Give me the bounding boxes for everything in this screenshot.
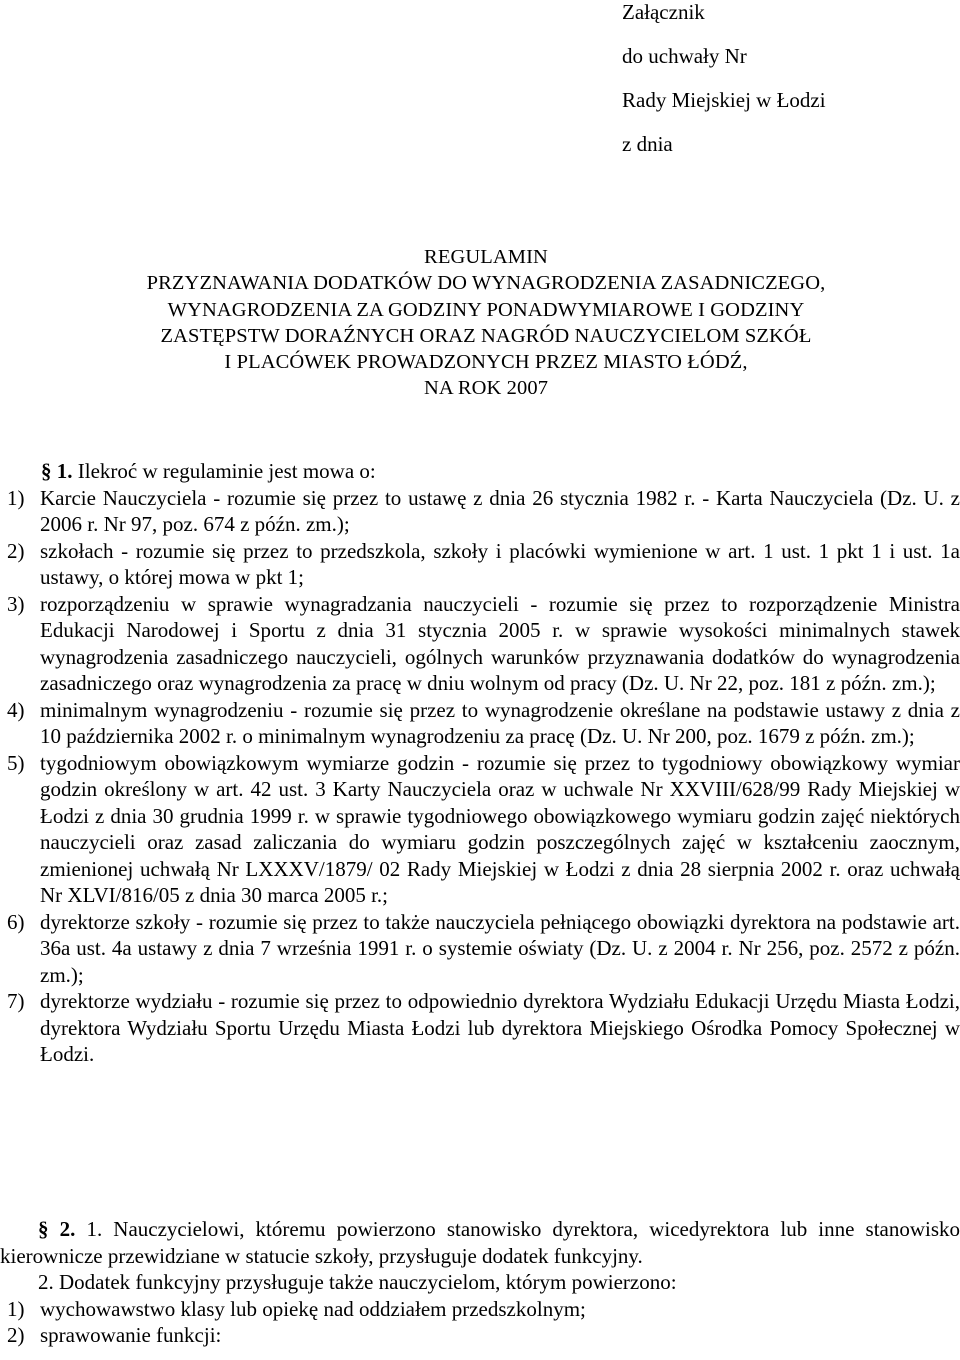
item-number: 7) (7, 989, 25, 1013)
definition-item (0, 697, 960, 750)
section-1-heading (0, 458, 960, 485)
title-line: WYNAGRODZENIA ZA GODZINY PONADWYMIAROWE I GODZINY (167, 298, 805, 321)
item-text: dyrektorze wydziału - rozumie się przez to odpowiednio dyrektora Wydziału Edukacji Urzędu Miasta Łodzi, dyrektora Wydziału Sportu Urzędu Miasta Łodzi lub dyrektora Miejskiego Ośrodka Pomocy Społecznej w Łodzi. (40, 989, 960, 1066)
item-text: rozporządzeniu w sprawie wynagradzania nauczycieli - rozumie się przez to rozporządzenie Ministra Edukacji Narodowej i Sportu z dnia 31 stycznia 2005 r. w sprawie wysokości minimalnych stawek wynagrodzenia zasadniczego nauczycieli, ogólnych warunków przyznawania dodatków do wynagrodzenia zasadniczego oraz wynagrodzenia za pracę w dniu wolnym od pracy (Dz. U. Nr 22, poz. 181 z późn. zm.); (40, 591, 960, 695)
definition-item (0, 988, 960, 1068)
resolution-date: z dnia (622, 132, 673, 156)
resolution-number: do uchwały Nr (622, 44, 747, 68)
item-number: 2) (7, 538, 25, 563)
title-line: REGULAMIN (424, 246, 548, 268)
document-title (0, 244, 960, 402)
section-sign: § (41, 459, 52, 483)
list-item (0, 1296, 960, 1323)
section-intro: Ilekroć w regulaminie jest mowa o: (77, 459, 376, 483)
title-line: PRZYZNAWANIA DODATKÓW DO WYNAGRODZENIA ZASADNICZEGO, (146, 272, 826, 295)
definitions-list (0, 485, 960, 1068)
item-number: 6) (7, 909, 25, 934)
item-number: 4) (7, 697, 25, 722)
council-name: Rady Miejskiej w Łodzi (622, 88, 826, 112)
title-line: NA ROK 2007 (423, 377, 549, 400)
item-number: 3) (7, 591, 25, 616)
section-number: 1. (56, 459, 73, 483)
title-line: I PLACÓWEK PROWADZONYCH PRZEZ MIASTO ŁÓDŹ, (224, 351, 748, 374)
item-text: sprawowanie funkcji: (40, 1323, 222, 1347)
section-2 (0, 1216, 960, 1349)
paragraph-text: Nauczycielowi, któremu powierzono stanowisko dyrektora, wicedyrektora lub inne stanowisko kierownicze przewidziane w statucie szkoły, przysługuje dodatek funkcyjny. (0, 1217, 960, 1268)
definition-item (0, 485, 960, 538)
item-number: 1) (7, 1296, 25, 1321)
item-text: szkołach - rozumie się przez to przedszkola, szkoły i placówki wymienione w art. 1 ust. 1 pkt 1 i ust. 1a ustawy, o której mowa w pkt 1; (40, 538, 960, 589)
paragraph-text: Dodatek funkcyjny przysługuje także nauczycielom, którym powierzono: (59, 1270, 677, 1294)
definition-item (0, 909, 960, 989)
title-line: ZASTĘPSTW DORAŹNYCH ORAZ NAGRÓD NAUCZYCIELOM SZKÓŁ (160, 324, 812, 347)
list-item (0, 1322, 960, 1349)
definition-item (0, 750, 960, 909)
item-text: Karcie Nauczyciela - rozumie się przez to ustawę z dnia 26 stycznia 1982 r. - Karta Nauczyciela (Dz. U. z 2006 r. Nr 97, poz. 674 z późn. zm.); (40, 485, 960, 536)
attachment-label: Załącznik (622, 0, 705, 24)
item-number: 1) (7, 485, 25, 510)
functions-list (0, 1296, 960, 1349)
definition-item (0, 591, 960, 697)
definition-item (0, 538, 960, 591)
item-text: tygodniowym obowiązkowym wymiarze godzin - rozumie się przez to tygodniowy obowiązkowy wymiar godzin określony w art. 42 ust. 3 Karty Nauczyciela oraz w uchwale Nr XXVIII/628/99 Rady Miejskiej w Łodzi z dnia 30 grudnia 1999 r. w sprawie tygodniowego obowiązkowego wymiaru godzin zajęć niektórych nauczycieli oraz zasad zaliczania do wymiaru godzin poszczególnych zajęć w kształceniu zaocznym, zmienionej uchwałą Nr LXXXV/1879/ 02 Rady Miejskiej w Łodzi z dnia 28 sierpnia 2002 r. oraz uchwałą Nr XLVI/816/05 z dnia 30 marca 2005 r.; (40, 750, 960, 907)
item-number: 5) (7, 750, 25, 775)
paragraph-number: 2. (38, 1270, 54, 1294)
item-text: wychowawstwo klasy lub opiekę nad oddziałem przedszkolnym; (40, 1296, 586, 1321)
item-text: minimalnym wynagrodzeniu - rozumie się przez to wynagrodzenie określane na podstawie ustawy z dnia z 10 października 2002 r. o minimalnym wynagrodzeniu za pracę (Dz. U. Nr 200, poz. 1679 z późn. zm.); (40, 697, 960, 748)
item-text: dyrektorze szkoły - rozumie się przez to także nauczyciela pełniącego obowiązki dyrektora na podstawie art. 36a ust. 4a ustawy z dnia 7 września 1991 r. o systemie oświaty (Dz. U. z 2004 r. Nr 256, poz. 2572 z późn. zm.); (40, 909, 960, 987)
item-number: 2) (7, 1323, 25, 1347)
section-2-paragraph-2 (0, 1269, 960, 1296)
section-2-paragraph-1 (0, 1216, 960, 1269)
attachment-header (622, 0, 952, 176)
paragraph-number: 1. (86, 1217, 103, 1241)
section-1 (0, 458, 960, 1068)
section-sign: § (38, 1217, 49, 1241)
section-number: 2. (59, 1217, 76, 1241)
